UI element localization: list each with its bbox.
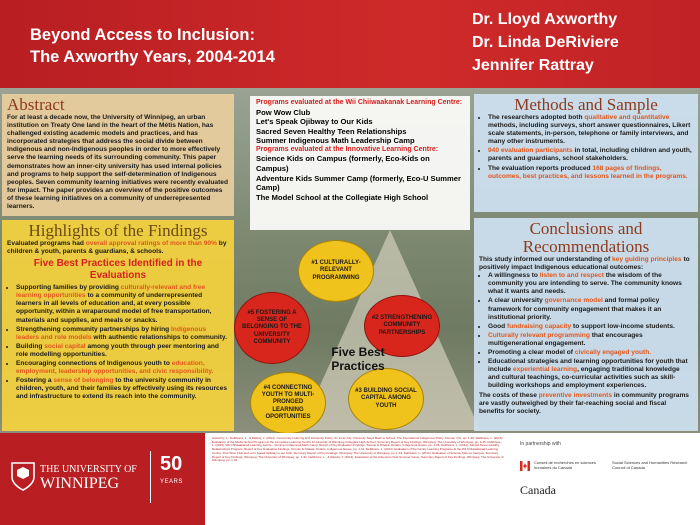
conclusions-intro: This study informed our understanding of key guiding principles to positively impact Indigenous educational outcomes: — [479, 256, 690, 272]
canada-wordmark: Canada — [520, 483, 556, 497]
poster-title — [30, 24, 410, 68]
methods-item: • The evaluation reports produced 168 pages of findings, outcomes, best practices, and lessons learned in the programs. — [488, 165, 693, 181]
author-3: Jennifer Rattray — [472, 57, 594, 74]
five-best-practices-label: Five Best Practices — [331, 345, 385, 373]
program-item: Adventure Kids Summer Camp (formerly, Eco-U Summer Camp) — [256, 173, 461, 193]
highlights-heading: Highlights of the Findings — [28, 221, 208, 240]
authors — [472, 8, 619, 77]
highlights-item: • Supporting families by providing culturally-relevant and free learning opportunities to a community of underrepresented learners in all levels of education and, at every possible opportunity, within a wraparound model of free transportation, materials and supplies, and meals or snacks. — [16, 284, 229, 324]
abstract-body: For at least a decade now, the University of Winnipeg, an urban institution on Treaty One land in the heart of the Métis Nation, has challenged existing academic models and practices, and has incorporated strategies that address the social divide between Indigenous and non-Indigenous peoples in order to more effectively serve the learning needs of its surrounding community. This paper demonstrates how an inner-city university has used internal policies and programs to help support the self-determination of Indigenous peoples. Seven community learning initiatives were recently evaluated for impact. The paper provides an overview of the positive outcomes of these learning initiatives on a community of underrepresented learners. — [7, 114, 228, 211]
university-name: THE UNIVERSITY OF WINNIPEG — [40, 464, 137, 492]
poster-header — [0, 0, 700, 88]
highlights-item: • Fostering a sense of belonging to the university community in children, youth, and their families by effectively using its resources and infrastructure to extend its reach into the community. — [16, 377, 229, 401]
program-item: Pow Wow Club — [256, 107, 311, 117]
program-item: The Model School at the Collegiate High School — [256, 192, 429, 202]
best-practice-3-circle: #3 BUILDING SOCIAL CAPITAL AMONG YOUTH — [348, 368, 424, 430]
university-logo-block — [0, 433, 205, 525]
program-item: Summer Indigenous Math Leadership Camp — [256, 136, 415, 146]
sshrc-name-fr: Conseil de recherches en sciences humaines du Canada — [534, 460, 597, 470]
program-item: Science Kids on Campus (formerly, Eco-Kids on Campus) — [256, 154, 430, 173]
methods-item: • The researchers adopted both qualitative and quantitative methods, including surveys, short answer questionnaires, Likert scale statements, in-person, telephone or family interviews, and many other instruments. — [488, 114, 693, 146]
highlights-panel — [2, 220, 234, 431]
programs-list-wii — [256, 108, 464, 146]
title-line-2: The Axworthy Years, 2004-2014 — [30, 48, 275, 66]
methods-list — [479, 114, 693, 181]
references: Axworthy, L., DeRiviere, L., & Rattray, J. (2014). Community Learning and University Policy: An Inner-City University Steps Back to School. The International Indigenous Policy Journal, 7(1), pp. 1-20. DeRiviere, L. (2015). Evaluation of the Model School Program at the Innovative Learning Centre & University of Winnipeg Collegiate High School: Summary Report of Key Findings. Winnipeg: The University of Winnipeg, pp. 1-45. DeRiviere, L. (2015). Wii Chiiwaakanak Learning Centre - Summer Indigenous Math Camp: Report of Key Evaluation Findings. Toronto & Ottawa: Ontario, Indigenous Issues, pp. 1-35. DeRiviere, L. (2014). Sacred Seven Healthy Relationships Program: Report of Key Evaluation Findings. Toronto & Ottawa: Ontario, Indigenous Issues, pp. 1-41. DeRiviere, L. (2014). Evaluation of the Family Learning Programs at the Wii Chiiwaakanak Learning Centre: Pow Wow Club and Let's Speak Ojibway to our Kids. Summary Report of Key Findings. Winnipeg: The University of Winnipeg, pp. 1-43. DeRiviere, L. (2014). Evaluation of Science Kids on Campus: Summary Report of Key Findings. Winnipeg: The University of Winnipeg, pp. 1-31. DeRiviere, L., & Rattray, J. (2014). Evaluation of the Adventure Kids Summer Camp. Summary Report of Key Findings. Winnipeg: The University of Winnipeg, pp. 1-32. — [212, 436, 504, 463]
programs-panel — [250, 96, 470, 230]
best-practice-2-circle: #2 STRENGTHENING COMMUNITY PARTNERSHIPS — [364, 295, 440, 357]
programs-list-ilc — [256, 154, 464, 202]
program-item: Sacred Seven Healthy Teen Relationships — [256, 126, 407, 136]
best-practice-1-circle: #1 CULTURALLY-RELEVANT PROGRAMMING — [298, 240, 374, 302]
conclusions-item: • Good fundraising capacity to support low-income students. — [488, 323, 693, 331]
abstract-heading: Abstract — [7, 95, 65, 114]
conclusions-panel — [474, 218, 698, 431]
best-practices-subheading: Five Best Practices Identified in the Evaluations — [33, 258, 203, 282]
fifty-years-number: 50 — [160, 453, 183, 475]
logo-divider — [150, 451, 151, 503]
highlights-list — [7, 284, 229, 401]
conclusions-item: • Culturally relevant programming that encourages multigenerational engagement. — [488, 332, 693, 348]
highlights-item: • Strengthening community partnerships by hiring Indigenous leaders and role models with authentic relationships to community. — [16, 326, 229, 342]
title-line-1: Beyond Access to Inclusion: — [30, 26, 255, 44]
conclusions-item: • A clear university governance model and formal policy framework for community engagement that makes it an institutional priority. — [488, 297, 693, 321]
partner-label: In partnership with — [520, 441, 561, 447]
conclusions-list — [479, 272, 693, 390]
programs-heading-wii: Programs evaluated at the Wii Chiiwaakanak Learning Centre: — [256, 99, 463, 106]
sshrc-name-en: Social Sciences and Humanities Research Council of Canada — [612, 460, 688, 470]
university-crest-icon — [10, 461, 36, 491]
best-practice-4-circle: #4 CONNECTING YOUTH TO MULTI-PRONGED LEARNING OPORTUNITIES — [250, 372, 326, 434]
highlights-item: • Building social capital among youth through peer mentoring and role modelling opportunities. — [16, 343, 229, 359]
highlights-item: • Encouraging connections of Indigenous youth to education, employment, leadership opportunities, and civic responsibility. — [16, 360, 229, 376]
fifty-years-label: YEARS — [160, 479, 183, 485]
abstract-panel — [2, 94, 234, 216]
programs-heading-ilc: Programs evaluated at the Innovative Learning Centre: — [256, 145, 439, 153]
methods-item: • 940 evaluation participants in total, including children and youth, parents and guardians, school stakeholders. — [488, 147, 693, 163]
conclusions-closing: The costs of these preventive investments in community programs are vastly outweighed by their far-reaching social and fiscal benefits for society. — [479, 391, 689, 415]
methods-heading: Methods and Sample — [514, 95, 658, 114]
conclusions-item: • Educational strategies and learning opportunities for youth that include experiential learning, engaging traditional knowledge and cultural teachings, co-curricular activities such as skill-building workshops and employment experiences. — [488, 358, 693, 390]
author-2: Dr. Linda DeRiviere — [472, 34, 619, 51]
poster-footer — [0, 433, 700, 525]
highlights-intro: Evaluated programs had overall approval ratings of more than 90% by children & youth, parents & guardians, & schools. — [7, 240, 227, 256]
program-item: Let's Speak Ojibway to Our Kids — [256, 117, 373, 127]
conclusions-item: • A willingness to listen to and respect the wisdom of the community you are intending to serve. The community knows what it wants and needs. — [488, 272, 693, 296]
conclusions-heading: Conclusions and Recommendations — [522, 219, 650, 256]
canada-flag-icon — [520, 461, 530, 471]
best-practice-5-circle: #5 FOSTERING A SENSE OF BELONGING TO THE UNIVERSITY COMMUNITY — [234, 292, 310, 364]
conclusions-item: • Promoting a clear model of civically engaged youth. — [488, 349, 693, 357]
methods-panel — [474, 94, 698, 212]
author-1: Dr. Lloyd Axworthy — [472, 11, 618, 28]
